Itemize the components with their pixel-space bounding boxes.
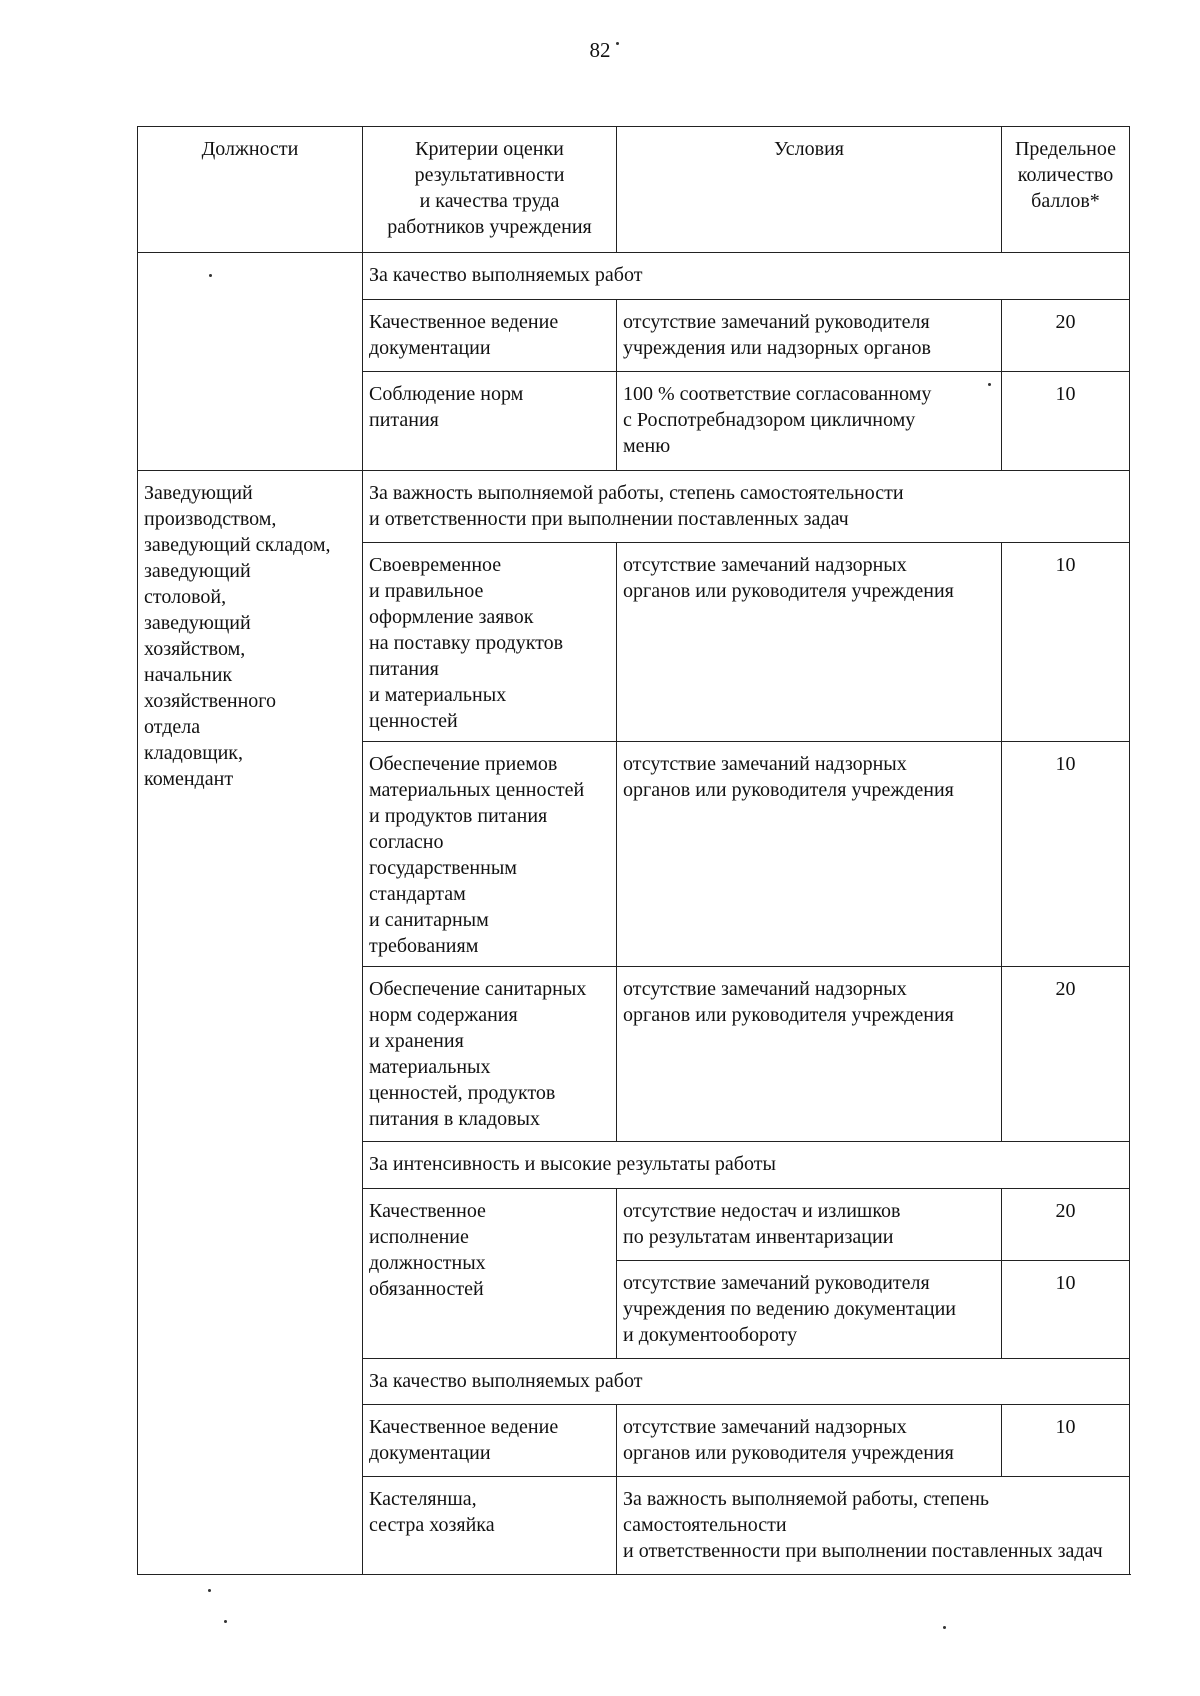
condition-cell: отсутствие недостач и излишков по результатам инвентаризации bbox=[617, 1189, 1002, 1261]
section-title: За важность выполняемой работы, степень самостоятельности и ответственности при выполнении поставленных задач bbox=[363, 471, 1130, 543]
criterion-cell: Своевременное и правильное оформление заявок на поставку продуктов питания и материальных ценностей bbox=[363, 543, 617, 742]
condition-cell: отсутствие замечаний руководителя учреждения по ведению документации и документообороту bbox=[617, 1261, 1002, 1359]
points-cell: 20 bbox=[1002, 1189, 1130, 1261]
section-row bbox=[138, 253, 1130, 300]
section-row bbox=[138, 471, 1130, 543]
criterion-cell: Качественное ведение документации bbox=[363, 300, 617, 372]
points-cell: 10 bbox=[1002, 1405, 1130, 1477]
points-cell: 10 bbox=[1002, 543, 1130, 742]
positions-cell: Кастелянша, сестра хозяйка bbox=[363, 1477, 617, 1575]
header-max-points: Предельное количество баллов* bbox=[1002, 127, 1130, 253]
condition-cell: отсутствие замечаний руководителя учреждения или надзорных органов bbox=[617, 300, 1002, 372]
condition-cell: 100 % соответствие согласованному с Роспотребнадзором цикличному меню bbox=[617, 372, 1002, 471]
points-cell: 10 bbox=[1002, 372, 1130, 471]
header-conditions: Условия bbox=[617, 127, 1002, 253]
criterion-cell: Соблюдение норм питания bbox=[363, 372, 617, 471]
criterion-cell: Качественное ведение документации bbox=[363, 1405, 617, 1477]
section-title: За важность выполняемой работы, степень самостоятельности и ответственности при выполнении поставленных задач bbox=[617, 1477, 1130, 1575]
condition-cell: отсутствие замечаний надзорных органов или руководителя учреждения bbox=[617, 967, 1002, 1142]
header-positions: Должности bbox=[138, 127, 363, 253]
criterion-cell: Обеспечение санитарных норм содержания и хранения материальных ценностей, продуктов питания в кладовых bbox=[363, 967, 617, 1142]
criterion-cell: Обеспечение приемов материальных ценностей и продуктов питания согласно государственным стандартам и санитарным требованиям bbox=[363, 742, 617, 967]
page-number: 82 bbox=[589, 38, 611, 62]
points-cell: 20 bbox=[1002, 300, 1130, 372]
section-title: За интенсивность и высокие результаты работы bbox=[363, 1142, 1130, 1189]
positions-cell-empty bbox=[138, 253, 363, 471]
condition-cell: отсутствие замечаний надзорных органов или руководителя учреждения bbox=[617, 1405, 1002, 1477]
section-title: За качество выполняемых работ bbox=[363, 1359, 1130, 1405]
header-criteria: Критерии оценки результативности и качества труда работников учреждения bbox=[363, 127, 617, 253]
criteria-table bbox=[137, 126, 1130, 1575]
points-cell: 10 bbox=[1002, 742, 1130, 967]
points-cell: 20 bbox=[1002, 967, 1130, 1142]
scan-speck bbox=[208, 1589, 211, 1592]
criterion-cell: Качественное исполнение должностных обязанностей bbox=[363, 1189, 617, 1359]
scan-speck bbox=[209, 274, 212, 277]
condition-cell: отсутствие замечаний надзорных органов или руководителя учреждения bbox=[617, 742, 1002, 967]
scan-speck bbox=[988, 383, 991, 386]
section-title: За качество выполняемых работ bbox=[363, 253, 1130, 300]
table-header-row bbox=[138, 127, 1130, 253]
scan-speck bbox=[616, 42, 619, 45]
scan-speck bbox=[224, 1620, 227, 1623]
condition-cell: отсутствие замечаний надзорных органов или руководителя учреждения bbox=[617, 543, 1002, 742]
points-cell: 10 bbox=[1002, 1261, 1130, 1359]
scan-speck bbox=[943, 1626, 946, 1629]
positions-cell: Заведующий производством, заведующий складом, заведующий столовой, заведующий хозяйством, начальник хозяйственного отдела кладовщик, комендант bbox=[138, 471, 363, 1575]
